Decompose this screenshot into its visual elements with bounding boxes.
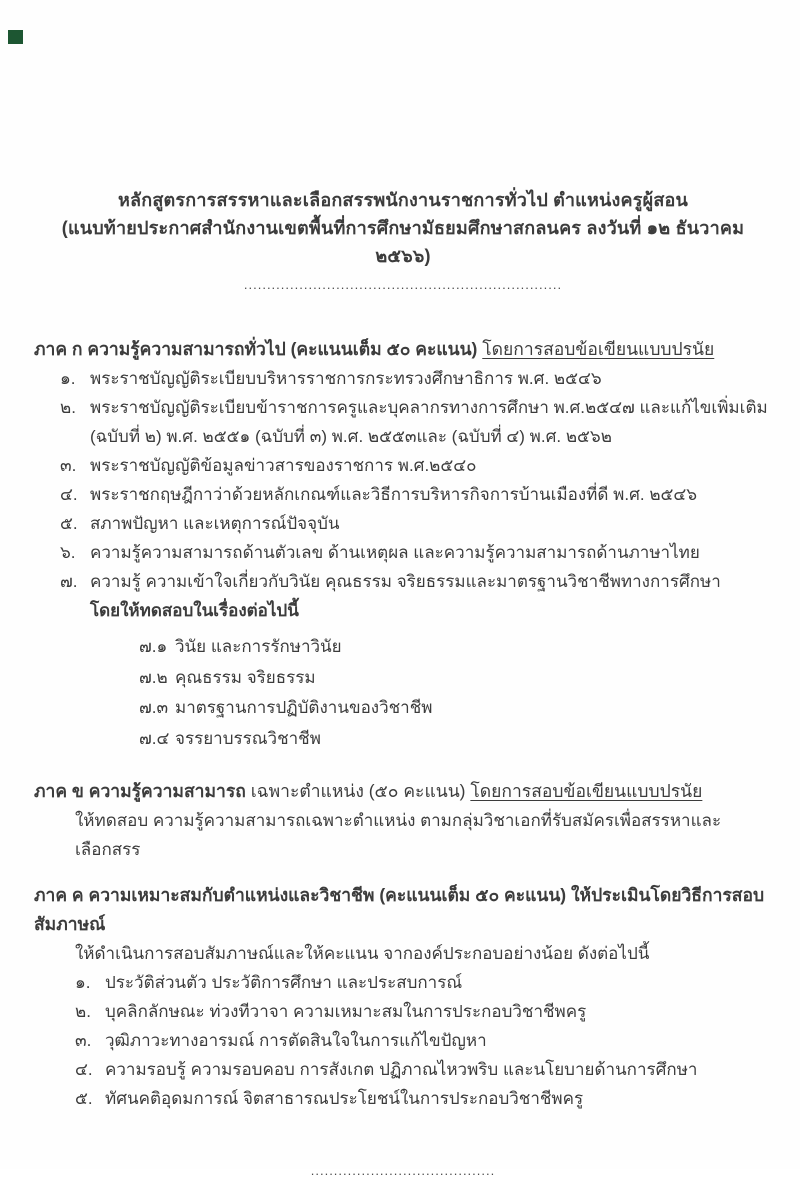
subitem-number: ๗.๔ (139, 728, 170, 748)
subitem-text: มาตรฐานการปฏิบัติงานของวิชาชีพ (175, 698, 433, 717)
item-number: ๖. (60, 543, 76, 562)
item-number: ๗. (60, 572, 78, 591)
doc-title-line2: (แนบท้ายประกาศสำนักงานเขตพื้นที่การศึกษามัธยมศึกษาสกลนคร ลงวันที่ ๑๒ ธันวาคม ๒๕๖๖) (61, 218, 745, 266)
header-divider-dots: ..................................................................... (243, 277, 563, 292)
part-a-heading (34, 335, 772, 364)
subitem-text: วินัย และการรักษาวินัย (175, 637, 342, 656)
part-b-heading-scope: เฉพาะตำแหน่ง (๕๐ คะแนน) (250, 781, 466, 801)
item-text: ความรอบรู้ ความรอบคอบ การสังเกต ปฏิภาณไหวพริบ และนโยบายด้านการศึกษา (105, 1060, 698, 1079)
part-a-heading-method: โดยการสอบข้อเขียนแบบปรนัย (482, 339, 715, 359)
item-number: ๔. (75, 1060, 93, 1079)
item-text: ความรู้ความสามารถด้านตัวเลข ด้านเหตุผล และความรู้ความสามารถด้านภาษาไทย (90, 543, 700, 562)
item-text: พระราชบัญญัติข้อมูลข่าวสารของราชการ พ.ศ.๒๕๔๐ (90, 456, 477, 475)
item-number: ๓. (75, 1031, 92, 1050)
item-text: พระราชกฤษฎีกาว่าด้วยหลักเกณฑ์และวิธีการบริหารกิจการบ้านเมืองที่ดี พ.ศ. ๒๕๔๖ (90, 485, 698, 504)
item-number: ๒. (60, 398, 76, 417)
part-c-heading-text: ภาค ค ความเหมาะสมกับตำแหน่งและวิชาชีพ (คะแนนเต็ม ๕๐ คะแนน) ให้ประเมินโดยวิธีการสอบสัมภาษณ์ (34, 885, 765, 934)
subitem-number: ๗.๑ (139, 637, 168, 656)
part-a-subitems (34, 632, 772, 754)
part-b-body: ให้ทดสอบ ความรู้ความสามารถเฉพาะตำแหน่ง ตามกลุ่มวิชาเอกที่รับสมัครเพื่อสรรหาและเลือกสรร (75, 811, 722, 859)
item-text: บุคลิกลักษณะ ท่วงทีวาจา ความเหมาะสมในการประกอบวิชาชีพครู (105, 1002, 587, 1021)
part-b-heading-method: โดยการสอบข้อเขียนแบบปรนัย (470, 781, 703, 801)
subitem-number: ๗.๓ (139, 698, 169, 717)
section-part-a (34, 335, 772, 754)
item-number: ๒. (75, 1002, 91, 1021)
item-number: ๔. (60, 485, 78, 504)
green-stamp-mark (8, 30, 23, 44)
doc-title-line1: หลักสูตรการสรรหาและเลือกสรรพนักงานราชการทั่วไป ตำแหน่งครูผู้สอน (117, 190, 689, 210)
part-b-heading-text: ภาค ข ความรู้ความสามารถ (34, 781, 246, 801)
list-item (34, 480, 772, 509)
subitem-text: คุณธรรม จริยธรรม (175, 667, 316, 687)
item-number: ๕. (60, 514, 78, 533)
list-subitem (34, 632, 772, 663)
list-item (34, 364, 772, 393)
list-item (34, 538, 772, 567)
document-header (34, 186, 772, 294)
list-item (34, 968, 772, 997)
list-item (34, 1084, 772, 1113)
part-b-heading (34, 777, 772, 806)
part-a-item7-note: โดยให้ทดสอบในเรื่องต่อไปนี้ (90, 601, 299, 620)
part-a-heading-text: ภาค ก ความรู้ความสามารถทั่วไป (คะแนนเต็ม ๕๐ คะแนน) (34, 339, 478, 359)
item-text: ทัศนคติอุดมการณ์ จิตสาธารณประโยชน์ในการประกอบวิชาชีพครู (105, 1089, 584, 1108)
list-item (34, 509, 772, 538)
list-item (34, 997, 772, 1026)
item-text: ประวัติส่วนตัว ประวัติการศึกษา และประสบการณ์ (105, 973, 463, 992)
part-c-heading (34, 881, 772, 939)
subitem-text: จรรยาบรรณวิชาชีพ (175, 728, 321, 748)
item-text: สภาพปัญหา และเหตุการณ์ปัจจุบัน (90, 514, 340, 533)
list-item (34, 1055, 772, 1084)
item-text: พระราชบัญญัติระเบียบบริหารราชการกระทรวงศึกษาธิการ พ.ศ. ๒๕๔๖ (90, 369, 602, 388)
item-number: ๑. (60, 369, 76, 388)
item-number: ๑. (75, 973, 91, 992)
list-subitem (34, 693, 772, 724)
section-part-c (34, 881, 772, 1113)
part-c-body: ให้ดำเนินการสอบสัมภาษณ์และให้คะแนน จากองค์ประกอบอย่างน้อย ดังต่อไปนี้ (75, 944, 650, 963)
item-number: ๓. (60, 456, 77, 475)
item-text: พระราชบัญญัติระเบียบข้าราชการครูและบุคลากรทางการศึกษา พ.ศ.๒๕๔๗ และแก้ไขเพิ่มเติม (ฉบับที่ ๒) พ.ศ. ๒๕๕๑ (ฉบับที่ ๓) พ.ศ. ๒๕๕๓และ (ฉบับที่ ๔) พ.ศ. ๒๕๖๒ (90, 398, 768, 446)
list-subitem (34, 724, 772, 755)
list-item (34, 451, 772, 480)
item-text: วุฒิภาวะทางอารมณ์ การตัดสินใจในการแก้ไขปัญหา (105, 1031, 487, 1050)
list-item (34, 393, 772, 451)
footer-divider-dots: ........................................ (310, 1163, 496, 1178)
list-subitem (34, 663, 772, 694)
item-text: ความรู้ ความเข้าใจเกี่ยวกับวินัย คุณธรรม จริยธรรมและมาตรฐานวิชาชีพทางการศึกษา (90, 572, 721, 591)
section-part-b (34, 777, 772, 864)
item-number: ๕. (75, 1089, 93, 1108)
list-item (34, 1026, 772, 1055)
subitem-number: ๗.๒ (139, 667, 168, 687)
list-item (34, 567, 772, 596)
